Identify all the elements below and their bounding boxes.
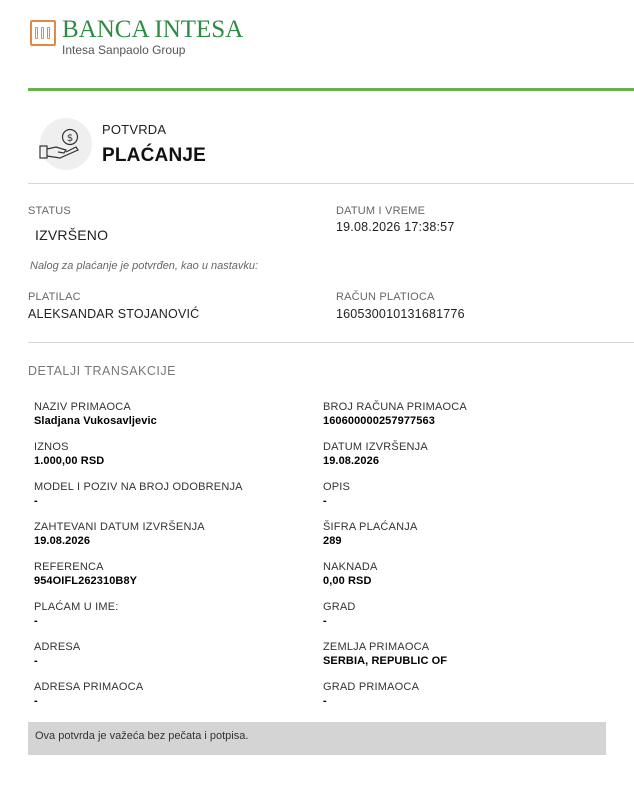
recipient-account-value: 160600000257977563 [323, 415, 435, 427]
brand-group: Intesa Sanpaolo Group [62, 43, 186, 57]
reference-model-label: MODEL I POZIV NA BROJ ODOBRENJA [34, 481, 243, 493]
document-title-block [40, 118, 206, 170]
validity-note-box [28, 722, 606, 755]
fee-label: NAKNADA [323, 561, 378, 573]
requested-date-label: ZAHTEVANI DATUM IZVRŠENJA [34, 521, 205, 533]
validity-note: Ova potvrda je važeća bez pečata i potpisa. [35, 730, 249, 742]
divider [28, 183, 634, 184]
execution-date-label: DATUM IZVRŠENJA [323, 441, 428, 453]
bank-logo [30, 16, 243, 57]
description-value: - [323, 495, 327, 507]
requested-date-value: 19.08.2026 [34, 535, 91, 547]
recipient-country-label: ZEMLJA PRIMAOCA [323, 641, 430, 653]
amount-label: IZNOS [34, 441, 69, 453]
payer-value: ALEKSANDAR STOJANOVIĆ [28, 307, 200, 321]
document-title: PLAĆANJE [102, 144, 207, 166]
reference-value: 954OIFL262310B8Y [34, 575, 138, 587]
bank-logo-icon [30, 20, 56, 46]
payer-account-label: RAČUN PLATIOCA [336, 291, 435, 303]
datetime-label: DATUM I VREME [336, 205, 426, 217]
recipient-city-value: - [323, 695, 327, 707]
recipient-address-label: ADRESA PRIMAOCA [34, 681, 144, 693]
execution-date-value: 19.08.2026 [323, 455, 380, 467]
city-label: GRAD [323, 601, 356, 613]
status-value: IZVRŠENO [35, 227, 109, 243]
address-label: ADRESA [34, 641, 81, 653]
payment-code-value: 289 [323, 535, 342, 547]
city-value: - [323, 615, 327, 627]
on-behalf-label: PLAĆAM U IME: [34, 601, 119, 613]
hand-money-icon [40, 118, 92, 170]
header-divider [28, 88, 634, 91]
details-title: DETALJI TRANSAKCIJE [28, 364, 176, 378]
datetime-value: 19.08.2026 17:38:57 [336, 220, 455, 234]
svg-text:$: $ [66, 133, 74, 144]
brand-name: BANCA INTESA [62, 16, 244, 43]
confirmation-note: Nalog za plaćanje je potvrđen, kao u nastavku: [30, 260, 259, 272]
fee-value: 0,00 RSD [323, 575, 372, 587]
status-label: STATUS [28, 205, 71, 217]
recipient-name-value: Sladjana Vukosavljevic [34, 415, 157, 427]
payer-label: PLATILAC [28, 291, 81, 303]
on-behalf-value: - [34, 615, 38, 627]
payer-account-value: 160530010131681776 [336, 307, 465, 321]
amount-value: 1.000,00 RSD [34, 455, 105, 467]
recipient-city-label: GRAD PRIMAOCA [323, 681, 420, 693]
description-label: OPIS [323, 481, 351, 493]
document-kind: POTVRDA [102, 121, 167, 137]
payment-code-label: ŠIFRA PLAĆANJA [323, 521, 418, 533]
recipient-country-value: SERBIA, REPUBLIC OF [323, 655, 448, 667]
address-value: - [34, 655, 38, 667]
reference-label: REFERENCA [34, 561, 104, 573]
reference-model-value: - [34, 495, 38, 507]
recipient-account-label: BROJ RAČUNA PRIMAOCA [323, 401, 467, 413]
divider [28, 342, 634, 343]
recipient-address-value: - [34, 695, 38, 707]
recipient-name-label: NAZIV PRIMAOCA [34, 401, 131, 413]
